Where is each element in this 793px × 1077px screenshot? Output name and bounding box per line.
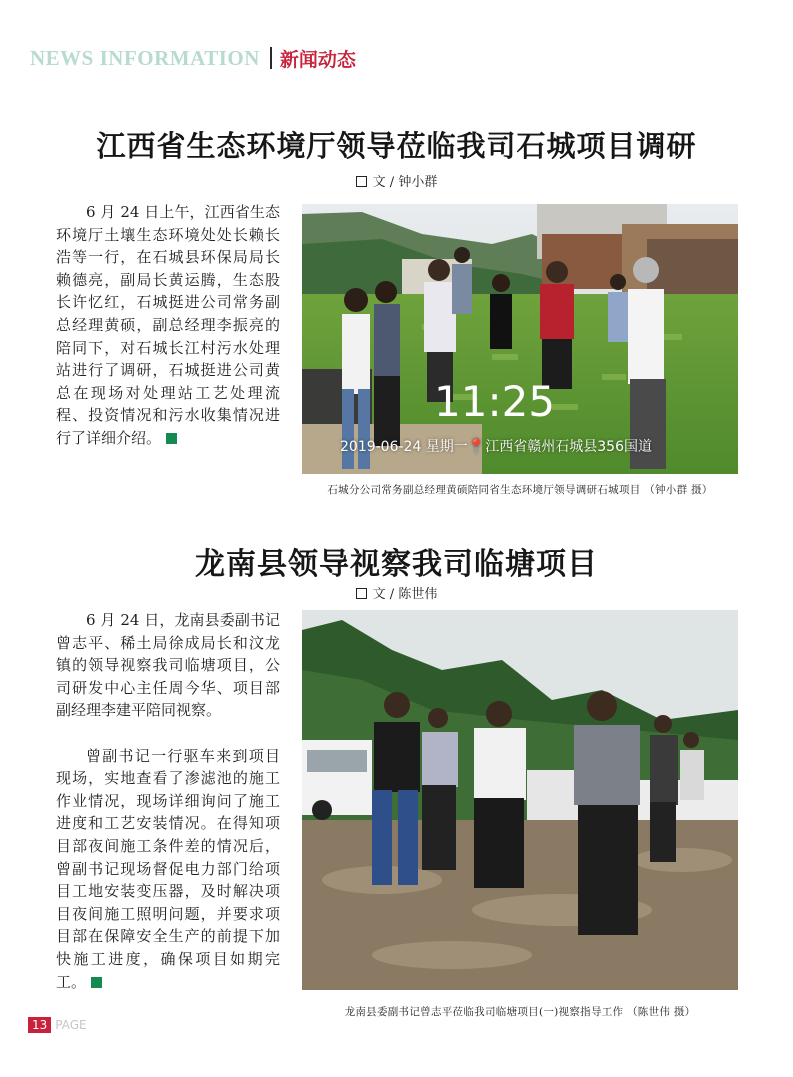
article1-photo-image	[302, 204, 738, 474]
article1-photo	[302, 204, 738, 474]
location-pin-icon: 📍	[467, 439, 486, 455]
article2-paragraph-1: 6 月 24 日，龙南县委副书记曾志平、稀土局徐成局长和汶龙镇的领导视察我司临塘项目，公司研发中心主任周今华、项目部副经理李建平陪同视察。	[56, 611, 280, 720]
article1-title: 江西省生态环境厅领导莅临我司石城项目调研	[96, 129, 697, 163]
article1-byline-text: 文 / 钟小群	[372, 175, 438, 190]
photo-location-text: 江西省赣州石城县356国道	[485, 439, 652, 455]
article2-title: 龙南县领导视察我司临塘项目	[195, 547, 598, 582]
page-label: PAGE	[55, 1018, 87, 1032]
page-footer	[28, 1017, 87, 1033]
byline-box-icon	[356, 588, 367, 599]
article2-paragraph-2: 曾副书记一行驱车来到项目现场，实地查看了渗滤池的施工作业情况，现场详细询问了施工进度和工艺安装情况。在得知项目部夜间施工条件差的情况后，曾副书记现场督促电力部门给项目工地安装变压器，及时解决项目夜间施工照明问题，并要求项目部在保障安全生产的前提下加快施工进度，确保项目如期完工。	[56, 746, 280, 991]
photo-timestamp	[340, 436, 652, 456]
section-header	[30, 42, 356, 74]
article2-photo-image	[302, 610, 738, 990]
page-number: 13	[28, 1017, 51, 1033]
section-header-english: NEWS INFORMATION	[30, 45, 260, 70]
article1-body	[56, 201, 280, 450]
photo-time-text: 11:25	[434, 377, 556, 426]
article2-byline	[0, 583, 793, 602]
header-divider	[270, 47, 272, 69]
photo-date-text: 2019-06-24 星期一	[340, 439, 468, 455]
article2-photo	[302, 610, 738, 990]
article2-body	[56, 609, 280, 993]
section-header-chinese: 新闻动态	[279, 48, 356, 71]
article1-byline	[0, 171, 793, 190]
article2-caption: 龙南县委副书记曾志平莅临我司临塘项目(一)视察指导工作 （陈世伟 摄）	[344, 1006, 696, 1018]
byline-box-icon	[356, 176, 367, 187]
end-mark-icon	[166, 433, 177, 444]
article2-byline-text: 文 / 陈世伟	[372, 587, 438, 602]
article1-paragraph-1: 6 月 24 日上午，江西省生态环境厅土壤生态环境处处长赖长浩等一行，在石城县环保局局长赖德亮，副局长黄运腾，生态股长许忆红，石城挺进公司常务副总经理黄硕，副总经理李振亮的陪同下，对石城长江村污水处理站进行了调研，石城挺进公司黄总在现场对处理站工艺处理流程、投资情况和污水收集情况进行了详细介绍。	[56, 203, 280, 447]
end-mark-icon	[91, 977, 102, 988]
article1-caption: 石城分公司常务副总经理黄硕陪同省生态环境厅领导调研石城项目 （钟小群 摄）	[327, 484, 713, 496]
